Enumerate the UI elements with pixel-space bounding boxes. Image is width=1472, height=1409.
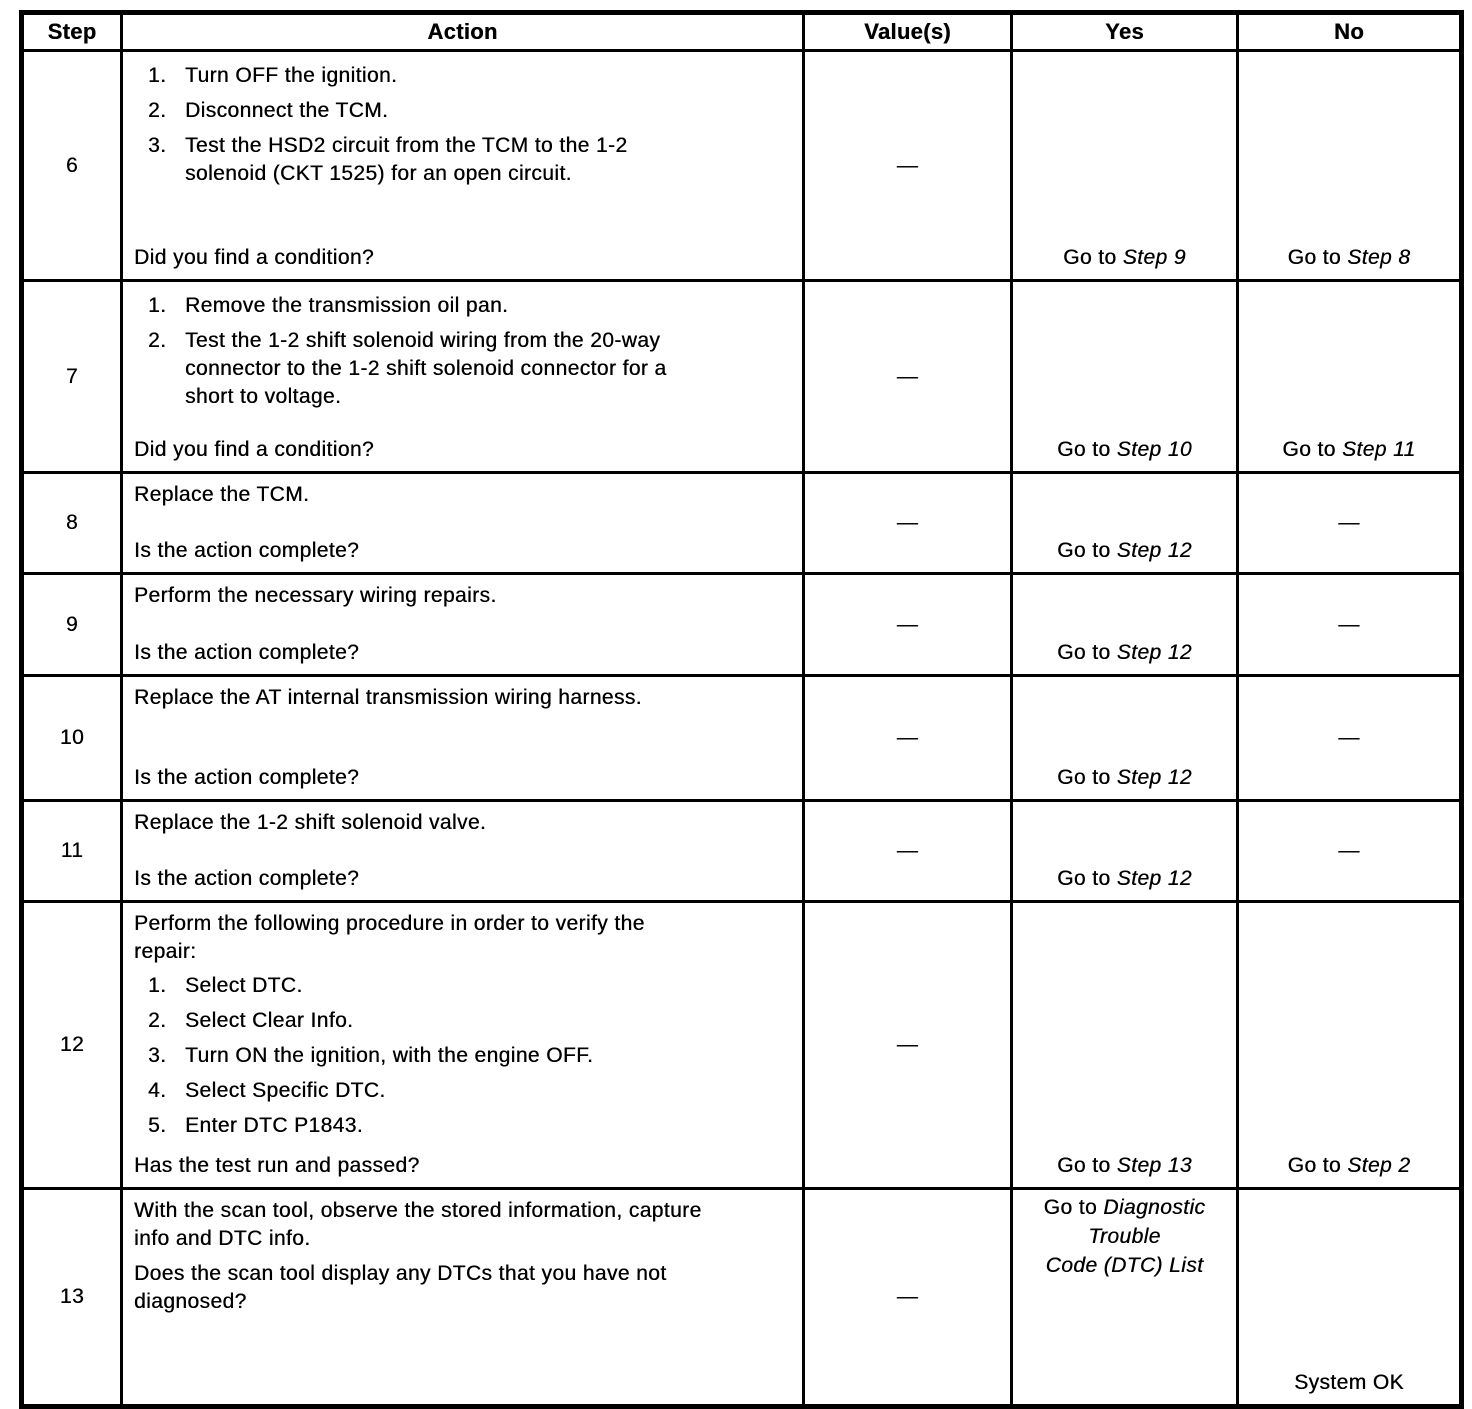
action-item-text: Turn OFF the ignition.	[185, 64, 398, 87]
value-cell	[804, 473, 1012, 574]
no-cell	[1238, 801, 1462, 902]
col-header-yes: Yes	[1012, 13, 1238, 51]
action-item	[148, 972, 792, 1000]
value-dash: —	[896, 153, 919, 177]
step-cell	[22, 281, 122, 473]
step-cell	[22, 801, 122, 902]
yes-cell	[1012, 801, 1238, 902]
goto-text: Go to Step 9	[1063, 246, 1186, 269]
intro-text: Perform the following procedure in order to verify the repair:	[134, 912, 645, 963]
question-text: Is the action complete?	[134, 641, 360, 664]
step-cell	[22, 902, 122, 1189]
value-cell	[804, 281, 1012, 473]
no-cell	[1238, 902, 1462, 1189]
question-text: Did you find a condition?	[134, 246, 374, 269]
no-cell	[1238, 1189, 1462, 1407]
value-dash: —	[896, 839, 919, 862]
value-dash: —	[896, 726, 919, 749]
goto-text: Go to Step 12	[1057, 867, 1192, 890]
action-item-text: Select Specific DTC.	[185, 1079, 386, 1102]
step-number: 8	[65, 511, 79, 534]
goto-step-reference: Step 11	[1341, 438, 1416, 461]
goto-step-reference: Step 9	[1122, 246, 1186, 269]
goto-step-reference: Step 12	[1116, 539, 1192, 562]
action-item	[148, 132, 792, 188]
action-cell	[122, 902, 804, 1189]
no-dash: —	[1338, 612, 1360, 636]
no-cell	[1238, 676, 1462, 801]
col-header-step: Step	[22, 13, 122, 51]
action-item	[148, 97, 792, 125]
yes-cell	[1012, 281, 1238, 473]
goto-reference: Code (DTC) List	[1045, 1254, 1204, 1277]
statement-text: Replace the 1-2 shift solenoid valve.	[134, 811, 487, 834]
paragraph-text: With the scan tool, observe the stored information, capture info and DTC info.	[134, 1199, 702, 1250]
action-item	[148, 1042, 792, 1070]
goto-step-reference: Step 8	[1347, 246, 1411, 269]
table-row-step-8	[22, 473, 1462, 574]
action-item	[148, 1112, 792, 1140]
action-item	[148, 1077, 792, 1105]
action-item	[148, 292, 792, 320]
action-item	[148, 327, 792, 411]
goto-text: Go to Step 12	[1057, 641, 1192, 664]
action-item-text: Enter DTC P1843.	[185, 1114, 363, 1137]
no-dash: —	[1338, 839, 1360, 862]
value-cell	[804, 902, 1012, 1189]
no-cell	[1238, 473, 1462, 574]
step-number: 7	[65, 364, 79, 388]
value-dash: —	[896, 1033, 919, 1056]
yes-cell	[1012, 51, 1238, 281]
action-item-text: Test the HSD2 circuit from the TCM to the 1-2 solenoid (CKT 1525) for an open circuit.	[185, 134, 628, 185]
action-cell	[122, 1189, 804, 1407]
action-item-text: Test the 1-2 shift solenoid wiring from the 20-way connector to the 1-2 shift solenoid connector for a short to voltage.	[185, 329, 667, 408]
goto-reference: Trouble	[1088, 1225, 1161, 1248]
action-item-text: Remove the transmission oil pan.	[185, 294, 509, 317]
goto-step-reference: Step 12	[1116, 867, 1192, 890]
goto-text: Go to Step 8	[1287, 246, 1411, 269]
no-dash: —	[1338, 726, 1360, 749]
goto-text: Go to Step 12	[1057, 539, 1192, 562]
goto-reference: Diagnostic	[1103, 1196, 1206, 1219]
step-number: 11	[60, 839, 84, 862]
question-text: Is the action complete?	[134, 867, 360, 890]
value-dash: —	[896, 612, 919, 636]
value-cell	[804, 676, 1012, 801]
value-dash: —	[896, 364, 919, 388]
paragraph-text: Does the scan tool display any DTCs that you have not diagnosed?	[134, 1262, 667, 1313]
value-dash: —	[896, 511, 919, 534]
step-number: 10	[59, 726, 85, 749]
table-row-step-9	[22, 574, 1462, 676]
step-number: 6	[65, 153, 79, 177]
value-cell	[804, 574, 1012, 676]
question-text: Did you find a condition?	[134, 438, 374, 461]
col-header-action: Action	[122, 13, 804, 51]
value-cell	[804, 1189, 1012, 1407]
header-row	[22, 13, 1462, 51]
action-item-text: Turn ON the ignition, with the engine OFF.	[185, 1044, 594, 1067]
col-header-no: No	[1238, 13, 1462, 51]
action-list	[148, 972, 792, 1140]
action-cell	[122, 574, 804, 676]
no-dash: —	[1338, 511, 1360, 534]
col-header-values: Value(s)	[804, 13, 1012, 51]
action-item	[148, 62, 792, 90]
action-cell	[122, 473, 804, 574]
statement-text: Perform the necessary wiring repairs.	[134, 584, 497, 607]
table-row-step-13	[22, 1189, 1462, 1407]
action-cell	[122, 801, 804, 902]
statement-text: Replace the TCM.	[134, 483, 310, 506]
goto-text: Go to Step 13	[1057, 1154, 1192, 1177]
table-row-step-7	[22, 281, 1462, 473]
goto-step-reference: Step 12	[1116, 641, 1192, 664]
yes-cell	[1012, 473, 1238, 574]
table-row-step-10	[22, 676, 1462, 801]
table-row-step-12	[22, 902, 1462, 1189]
action-list	[148, 62, 792, 188]
yes-cell	[1012, 574, 1238, 676]
step-number: 9	[65, 612, 79, 636]
step-cell	[22, 676, 122, 801]
yes-cell	[1012, 902, 1238, 1189]
action-item-text: Select DTC.	[185, 974, 303, 997]
yes-cell	[1012, 676, 1238, 801]
value-dash: —	[896, 1285, 919, 1308]
goto-step-reference: Step 10	[1116, 438, 1192, 461]
value-cell	[804, 51, 1012, 281]
goto-text: Go to Diagnostic Trouble Code (DTC) List	[1043, 1196, 1206, 1277]
goto-text: Go to Step 2	[1287, 1154, 1411, 1177]
action-cell	[122, 51, 804, 281]
no-cell	[1238, 281, 1462, 473]
goto-text: Go to Step 11	[1282, 438, 1416, 461]
question-text: Is the action complete?	[134, 766, 360, 789]
table-row-step-11	[22, 801, 1462, 902]
action-item-text: Disconnect the TCM.	[185, 99, 389, 122]
diagnostic-step-action-table	[19, 10, 1464, 1409]
step-cell	[22, 473, 122, 574]
goto-text: Go to Step 12	[1057, 766, 1192, 789]
no-cell	[1238, 51, 1462, 281]
step-number: 12	[59, 1033, 85, 1056]
goto-text: Go to Step 10	[1057, 438, 1192, 461]
system-ok-text: System OK	[1294, 1371, 1404, 1394]
action-item-text: Select Clear Info.	[185, 1009, 354, 1032]
action-cell	[122, 281, 804, 473]
action-item	[148, 1007, 792, 1035]
statement-text: Replace the AT internal transmission wiring harness.	[134, 686, 642, 709]
step-number: 13	[59, 1285, 85, 1308]
goto-step-reference: Step 12	[1116, 766, 1192, 789]
yes-cell	[1012, 1189, 1238, 1407]
step-cell	[22, 1189, 122, 1407]
action-list	[148, 292, 792, 411]
table-row-step-6	[22, 51, 1462, 281]
step-cell	[22, 51, 122, 281]
question-text: Has the test run and passed?	[134, 1154, 420, 1177]
goto-step-reference: Step 2	[1347, 1154, 1411, 1177]
question-text: Is the action complete?	[134, 539, 360, 562]
step-cell	[22, 574, 122, 676]
goto-step-reference: Step 13	[1116, 1154, 1192, 1177]
action-cell	[122, 676, 804, 801]
value-cell	[804, 801, 1012, 902]
no-cell	[1238, 574, 1462, 676]
